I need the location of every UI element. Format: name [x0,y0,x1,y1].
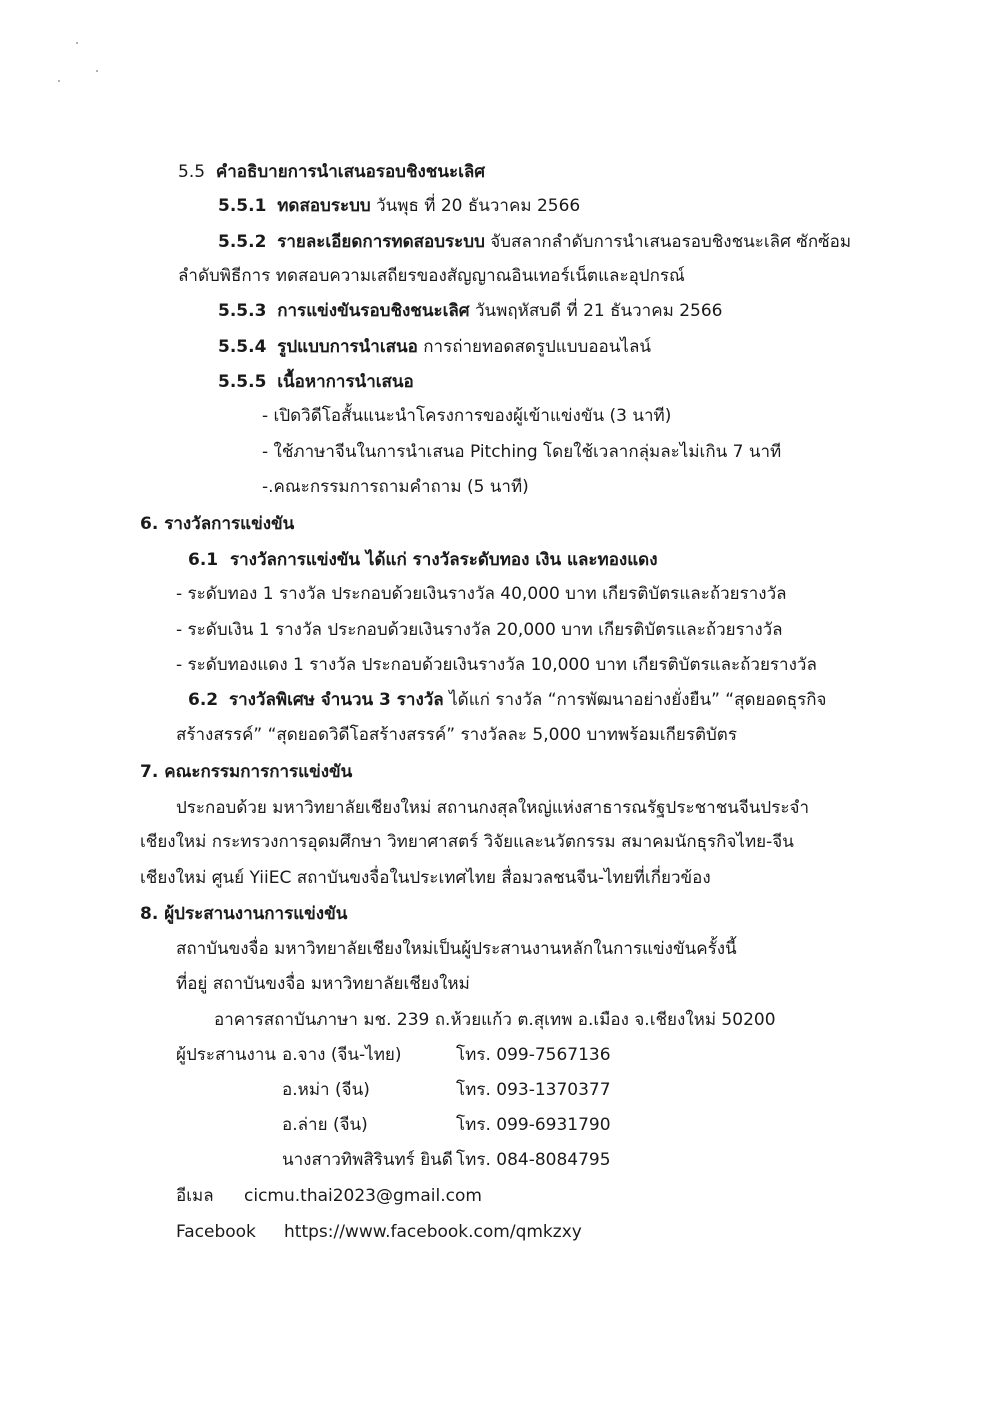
contact-name: อ.หม่า (จีน) [282,1080,370,1100]
item-6-2: 6.2 รางวัลพิเศษ จำนวน 3 รางวัล ได้แก่ รางวัล “การพัฒนาอย่างยั่งยืน” “สุดยอดธุรกิจ [188,690,827,710]
section-8-heading: 8. ผู้ประสานงานการแข่งขัน [140,904,348,924]
email-address[interactable]: cicmu.thai2023@gmail.com [244,1186,482,1206]
contact-phone: โทร. 099-6931790 [456,1115,611,1135]
scan-speck [76,42,78,44]
contact-name: นางสาวทิพสิรินทร์ ยินดี [282,1150,453,1170]
committee-line-1: ประกอบด้วย มหาวิทยาลัยเชียงใหม่ สถานกงสุลใหญ่แห่งสาธารณรัฐประชาชนจีนประจำ [176,798,809,818]
item-5-5-3: 5.5.3 การแข่งขันรอบชิงชนะเลิศ วันพฤหัสบดี ที่ 21 ธันวาคม 2566 [218,301,723,321]
section-number: 5.5 [178,162,206,182]
address-label-line: ที่อยู่ สถาบันขงจื่อ มหาวิทยาลัยเชียงใหม่ [176,974,470,994]
item-5-5-5: 5.5.5 เนื้อหาการนำเสนอ [218,372,414,392]
bullet-video: - เปิดวิดีโอสั้นแนะนำโครงการของผู้เข้าแข่งขัน (3 นาที) [262,406,672,426]
item-6-1: 6.1 รางวัลการแข่งขัน ได้แก่ รางวัลระดับทอง เงิน และทองแดง [188,550,658,570]
committee-line-2: เชียงใหม่ กระทรวงการอุดมศึกษา วิทยาศาสตร์ วิจัยและนวัตกรรม สมาคมนักธุรกิจไทย-จีน [140,832,794,852]
section-6-heading: 6. รางวัลการแข่งขัน [140,514,295,534]
coordinator-line-1: สถาบันขงจื่อ มหาวิทยาลัยเชียงใหม่เป็นผู้ประสานงานหลักในการแข่งขันครั้งนี้ [176,939,737,959]
address-line: อาคารสถาบันภาษา มช. 239 ถ.ห้วยแก้ว ต.สุเทพ อ.เมือง จ.เชียงใหม่ 50200 [214,1010,776,1030]
prize-bronze: - ระดับทองแดง 1 รางวัล ประกอบด้วยเงินรางวัล 10,000 บาท เกียรติบัตรและถ้วยรางวัล [176,655,817,675]
contact-phone: โทร. 093-1370377 [456,1080,611,1100]
facebook-label: Facebook [176,1222,256,1242]
item-6-2-cont: สร้างสรรค์” “สุดยอดวิดีโอสร้างสรรค์” รางวัลละ 5,000 บาทพร้อมเกียรติบัตร [176,725,737,745]
item-5-5-2-cont: ลำดับพิธีการ ทดสอบความเสถียรของสัญญาณอินเทอร์เน็ตและอุปกรณ์ [178,266,685,286]
section-5-5-heading [178,160,485,184]
bullet-pitching: - ใช้ภาษาจีนในการนำเสนอ Pitching โดยใช้เวลากลุ่มละไม่เกิน 7 นาที [262,442,782,462]
prize-gold: - ระดับทอง 1 รางวัล ประกอบด้วยเงินรางวัล 40,000 บาท เกียรติบัตรและถ้วยรางวัล [176,584,787,604]
scan-speck [96,70,98,72]
bullet-questions: -.คณะกรรมการถามคำถาม (5 นาที) [262,477,529,497]
prize-silver: - ระดับเงิน 1 รางวัล ประกอบด้วยเงินรางวัล 20,000 บาท เกียรติบัตรและถ้วยรางวัล [176,620,783,640]
item-5-5-2: 5.5.2 รายละเอียดการทดสอบระบบ จับสลากลำดับการนำเสนอรอบชิงชนะเลิศ ซักซ้อม [218,232,852,252]
facebook-link[interactable]: https://www.facebook.com/qmkzxy [284,1222,582,1242]
item-5-5-1: 5.5.1 ทดสอบระบบ วันพุธ ที่ 20 ธันวาคม 2566 [218,196,581,216]
contact-phone: โทร. 084-8084795 [456,1150,611,1170]
contact-name: อ.จาง (จีน-ไทย) [282,1045,402,1065]
section-7-heading: 7. คณะกรรมการการแข่งขัน [140,762,353,782]
committee-line-3: เชียงใหม่ ศูนย์ YiiEC สถาบันขงจื่อในประเทศไทย สื่อมวลชนจีน-ไทยที่เกี่ยวข้อง [140,868,711,888]
contact-phone: โทร. 099-7567136 [456,1045,611,1065]
coordinator-label: ผู้ประสานงาน [176,1045,277,1065]
scan-speck [58,80,60,82]
email-label: อีเมล [176,1186,214,1206]
contact-name: อ.ล่าย (จีน) [282,1115,368,1135]
section-title: คำอธิบายการนำเสนอรอบชิงชนะเลิศ [215,162,486,182]
item-5-5-4: 5.5.4 รูปแบบการนำเสนอ การถ่ายทอดสดรูปแบบออนไลน์ [218,337,651,357]
